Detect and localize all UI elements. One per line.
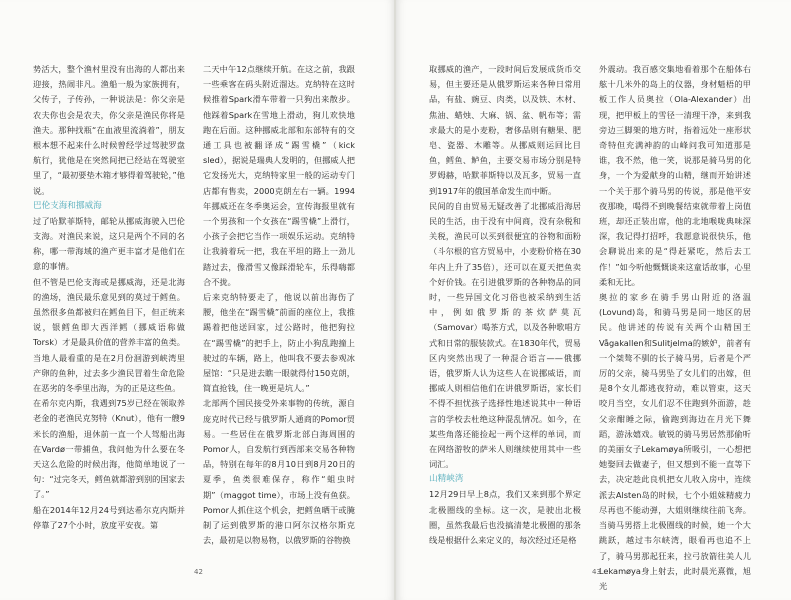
left-column-2 bbox=[203, 62, 355, 549]
right-page bbox=[396, 0, 791, 600]
paragraph: 势活大，整个渔村里没有出海的人都出来迎接，热闹非凡。渔船一般为家族拥有，父传子，子传孙，一种说法是：你父亲是农夫你也会是农夫，你父亲是渔民你将是渔夫。那种找瓶“在血液里流淌着”，朋友根本想不起来什么时候曾经学过驾驶罗盘航行，犹他是在突然间把已经站在驾驶室里了，“最初要垫木箱才够得着驾驶轮，”他说。 bbox=[33, 64, 185, 196]
paragraph: 但不管是巴伦支海或是挪威海，还是北海的渔场，渔民最乐意见到的莫过于鳕鱼。虽然很多鱼都被归在鳕鱼目下，但正统来说，银鳕鱼即大西洋鳕（挪威语称做Torsk）才是最具价值的营养丰富的鱼类。当地人最看重的是在2月份洄游到峡湾里产卵的鱼种，过去多少渔民冒着生命危险在恶劣的冬季里出海，为的正是这些鱼。 bbox=[33, 276, 185, 394]
paragraph: 过了哈默菲斯特，邮轮从挪威海驶入巴伦支海。对渔民来说，这只是两个不同的名称，哪一带海域的渔产更丰富才是他们在意的事情。 bbox=[33, 215, 185, 272]
section-heading: 巴伦支海和挪威海 bbox=[33, 200, 102, 211]
section-heading: 山精峡湾 bbox=[429, 474, 464, 485]
paragraph: 民间的自由贸易无疑改善了北挪威沿海居民的生活，由于没有中间商，没有杂税和关税，渔民可以买到很便宜的谷物和面粉（斗尔根的官方贸易中，小麦粉价格在30年内上升了35倍），还可以在夏天把鱼卖个好价钱。在引进俄罗斯的各种物品的同时，一些异国文化习俗也被采纳到生活中，例如俄罗斯的茶炊萨莫瓦（Samovar）喝茶方式，以及各种歌唱方式和日常的服装款式。在1830年代，贸易区内突然出现了一种混合语言——俄挪语，俄罗斯人认为这些人在说挪威语，而挪威人则相信他们在讲俄罗斯语，家长们不得不担忧孩子选择性地述说其中一种语言的学校去杜绝这种混乱情况。如今，在某些角落还能捡起一两个这样的单词，而在网络游牧的萨米人则继续使用其中一些词汇。 bbox=[429, 200, 581, 470]
right-column-2 bbox=[599, 62, 751, 594]
left-column-1 bbox=[33, 62, 185, 533]
page-number: 43 bbox=[592, 568, 601, 576]
paragraph: 奥拉的家乡在骑手男山附近的洛温(Lovund)岛，和骑马男是同一地区的居民。他讲述的传说有关两个山精国王Vågakallen和Sulitjelma的嫉妒，前者有一个桀骜不驯的长子骑马男，后者是个严厉的父亲，骑马男坠了女儿们的出嫁，但是8个女儿都逃夜狩动，难以管束，这天咬月当空，女儿们忍不住跑到外面游，趁父亲酣睡之际，偷跑到海边在月光下舞蹈，游泳嬉戏。敏锐的骑马男居然那偷听的美丽女子Lekamøya所吸引，一心想把她娶回去做妻子，但又想到不能一直等下去，决定趁此良机把女儿收入房中，连续派去Alsten岛的时候，七个小姐妹精疲力尽再也不能动弹，大姐则继续往前飞奔。当骑马男搭上北极圈线的时候，她一个大跳跃，越过韦尔峡湾，眼看再也追不上了，骑马男那起狂来，拉弓放箭往美人儿Lekamøya身上射去，此时晨光熹微，旭光 bbox=[599, 292, 751, 591]
paragraph: 后来克纳特要走了，他说以前出海伤了腰，他坐在“踢雪橇”前面的座位上，我推踢着把他送回家，过公路时，他把狗拉在“踢雪橇”的把手上，防止小狗乱跑撞上驶过的车辆，路上，他叫我不要去参观冰屋馆：“只是进去瞧一眼就得付150克朗，简直抢钱，住一晚更是坑人。” bbox=[203, 292, 355, 394]
paragraph: 二天中午12点继续开航。在这之前，我跟一些乘客在码头附近溜达。克纳特在这时候推着Spark滑车带着一只狗出来散步。他踩着Spark在雪地上滑动，狗儿欢快地跑在后面。这种挪威北部和东部特有的交通工具也被翻译成“踢雪橇”（kick sled），据说是瑞典人发明的，但挪威人把它发扬光大，克纳特家里一般的运动专门店都有售卖，2000克朗左右一辆。1994年挪威还在冬季奥运会，宣传海报里就有一个男孩和一个女孩在“踢雪橇”上滑行，小孩子会把它当作一项娱乐运动。克纳特让我骑着玩一把，我在平坦的路上一劲儿踏过去，像滑雪又像踩滑轮车，乐得嗨都合不拢。 bbox=[203, 64, 355, 287]
left-page bbox=[0, 0, 395, 600]
page-number: 42 bbox=[194, 568, 203, 576]
right-column-1 bbox=[429, 62, 581, 548]
paragraph: 12月29日早上8点，我们又来到那个界定北极圈线的坐标。这一次，是驶出北极圈，虽然我最后也没搞清楚北极圈的那条线是根据什么来定义的，每次经过还是格 bbox=[429, 489, 581, 546]
paragraph: 外震动。我百感交集地看着那个在船体右舷十几米外的岛上的仪器，身材魁梧的甲板工作人员奥拉（Ola-Alexander）出现，把甲板上的雪径一清理干净，来到我旁边三脚架的地方时，指着远处一座形状奇特但充满神韵的山峰问我可知道那是谁，我不然，他一笑，说那是骑马男的化身，一个为爱献身的山精，继而开始讲述一个关于那个骑马男的传说，那是他平安夜那晚，喝得不到晚餐结束就带着上岗值班，却还正装出席，他的北地喉咙典味深深，我记得打招呼，我愿意说很快乐，他会聊说出来的是“得赶紧吃，然后去工作！”如今听他慨慨谈来这童话故事，心里柔和无比。 bbox=[599, 64, 751, 287]
paragraph: 北部两个国民接受外来事物的传统，源自庞克时代已经与俄罗斯人通商的Pomor贸易。一些居住在俄罗斯北部白海周围的Pomor人，自发航行到西部来交易各种物品，特别在每年的8月10日到8月20日的夏季，鱼类很难保存，称作“蛆虫时期”（maggot time），市场上没有鱼获。Pomor人抓住这个机会，把鳕鱼晒干或腌制了运到俄罗斯的港口阿尔汉格尔斯克去，最初是以物易物，以俄罗斯的谷物换 bbox=[203, 398, 355, 546]
paragraph: 在希尔克内斯，我遇到75岁已经在领取养老金的老渔民克努特（Knut），他有一艘9米长的渔船，退休前一直一个人驾船出海在Vardø一带捕鱼，我问他为什么要在冬天这么危险的时候出海，他简单地说了一句：“过完冬天，鳕鱼就都游到别的国家去了。” bbox=[33, 398, 185, 500]
paragraph: 取挪威的渔产，一段时间后发展成货币交易，但主要还是从俄罗斯运来各种日常用品，有盐、豌豆、肉类，以及铁、木材、焦油、蜡烛、大麻、锅、盆、帆布等；需求最大的是小麦粉，奢侈品则有糖果、肥皂、瓷器、木雕等。从挪威则运回比目鱼，鳕鱼、鲈鱼，主要交易市场分别是特罗姆赫，哈默菲斯特以及瓦多，贸易一直到1917年的俄国革命发生而中断。 bbox=[429, 64, 581, 196]
paragraph: 船在2014年12月24号到达希尔克内斯并停靠了27个小时，放度平安夜。第 bbox=[33, 504, 185, 530]
